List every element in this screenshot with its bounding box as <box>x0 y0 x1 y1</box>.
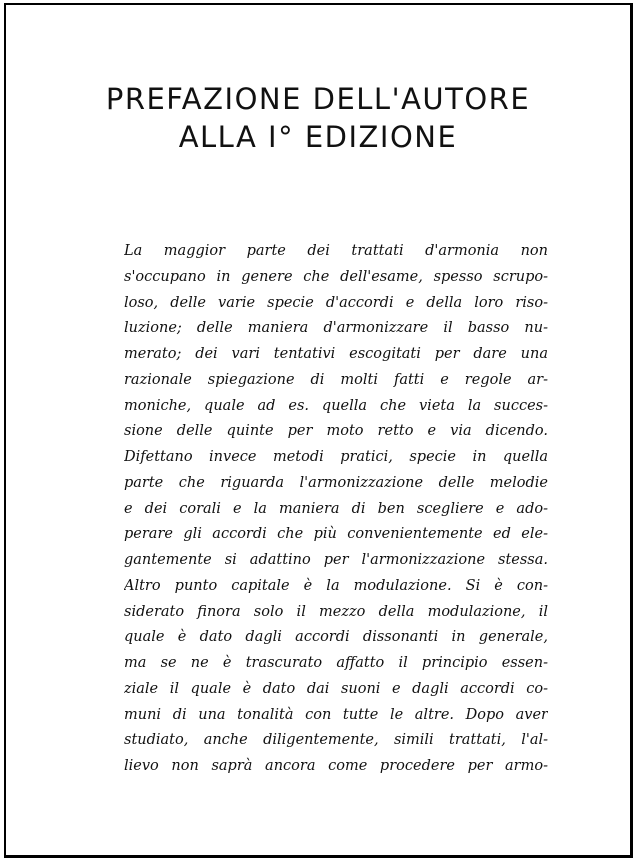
text-line: Altro punto capitale è la modulazione. Si è con- <box>124 577 548 594</box>
text-line: luzione; delle maniera d'armonizzare il basso nu- <box>124 320 548 337</box>
text-line: muni di una tonalità con tutte le altre. Dopo aver <box>124 706 548 723</box>
page-title-line-2: ALLA I° EDIZIONE <box>178 120 458 154</box>
text-line: gantemente si adattino per l'armonizzazione stessa. <box>124 552 548 568</box>
text-line: perare gli accordi che più convenientemente ed ele- <box>124 526 548 543</box>
text-line: Difettano invece metodi pratici, specie in quella <box>124 449 548 465</box>
text-line: ma se ne è trascurato affatto il principio essen- <box>124 655 548 671</box>
text-line: e dei corali e la maniera di ben scegliere e ado- <box>124 500 548 517</box>
text-line: s'occupano in genere che dell'esame, spesso scrupo- <box>124 268 548 285</box>
text-line: moniche, quale ad es. quella che vieta la succes- <box>124 397 548 414</box>
text-line: loso, delle varie specie d'accordi e della loro riso- <box>124 294 548 311</box>
text-line: lievo non saprà ancora come procedere per armo- <box>124 758 548 774</box>
text-line: studiato, anche diligentemente, simili trattati, l'al- <box>124 732 548 749</box>
text-line: razionale spiegazione di molti fatti e regole ar- <box>124 371 548 388</box>
text-line: parte che riguarda l'armonizzazione delle melodie <box>124 474 548 491</box>
page-title-line-1: PREFAZIONE DELL'AUTORE <box>105 82 531 116</box>
text-line: ziale il quale è dato dai suoni e dagli accordi co- <box>124 680 548 697</box>
text-line: merato; dei vari tentativi escogitati per dare una <box>124 346 548 362</box>
text-line: La maggior parte dei trattati d'armonia non <box>124 243 548 259</box>
text-line: quale è dato dagli accordi dissonanti in generale, <box>124 629 548 646</box>
text-line: sione delle quinte per moto retto e via dicendo. <box>124 423 548 440</box>
page <box>4 3 633 858</box>
preface-body <box>124 239 548 780</box>
text-line: siderato finora solo il mezzo della modulazione, il <box>124 603 548 620</box>
